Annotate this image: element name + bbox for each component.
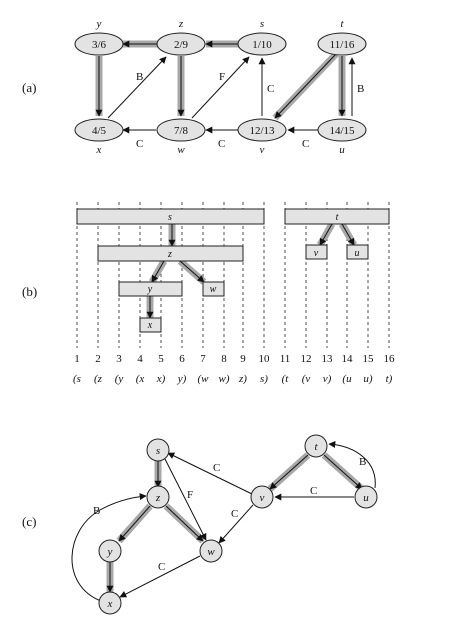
tick-label: 3 bbox=[116, 353, 122, 365]
paren-token: (w bbox=[197, 373, 209, 385]
tree-edge-t-v-core bbox=[275, 54, 336, 118]
paren-token: (s bbox=[73, 373, 81, 385]
edge-label-c: C bbox=[310, 485, 318, 497]
node-y-label: y bbox=[107, 546, 113, 558]
paren-sequence bbox=[73, 373, 393, 385]
interval-u-label: u bbox=[354, 248, 360, 259]
tick-label: 5 bbox=[158, 353, 164, 365]
tick-label: 13 bbox=[321, 353, 333, 365]
vertex-y-stamp: 3/6 bbox=[91, 39, 107, 51]
paren-token: y) bbox=[177, 373, 187, 385]
vertex-x-name: x bbox=[96, 144, 102, 156]
vertex-v-name: v bbox=[259, 144, 265, 156]
node-u-label: u bbox=[363, 492, 369, 504]
paren-token: (x bbox=[135, 373, 145, 385]
vertex-y-name: y bbox=[96, 18, 102, 30]
edge-label-c: C bbox=[213, 462, 221, 474]
interval-t-label: t bbox=[335, 212, 339, 223]
panel-label-b: (b) bbox=[22, 284, 38, 299]
tick-label: 12 bbox=[300, 353, 312, 365]
vertex-s-stamp: 1/10 bbox=[252, 39, 272, 51]
tick-label: 1 bbox=[74, 353, 80, 365]
vertex-w-name: w bbox=[177, 144, 185, 156]
paren-token: u) bbox=[363, 373, 373, 385]
edge-label-c: C bbox=[158, 561, 166, 573]
edge-label-f: F bbox=[219, 71, 226, 83]
interval-v-label: v bbox=[313, 248, 319, 259]
nest-arrow-z-y bbox=[152, 261, 164, 282]
edge-label-b: B bbox=[93, 505, 101, 517]
tick-labels bbox=[74, 353, 395, 365]
paren-token: z) bbox=[239, 373, 247, 385]
panel-label-c: (c) bbox=[22, 514, 37, 529]
vertex-x-stamp: 4/5 bbox=[91, 125, 107, 137]
part-a bbox=[75, 18, 366, 156]
interval-w-label: w bbox=[209, 284, 217, 295]
paren-token: v) bbox=[322, 373, 332, 385]
vertex-t-stamp: 11/16 bbox=[329, 39, 355, 51]
vertex-z-stamp: 2/9 bbox=[173, 39, 189, 51]
tick-label: 14 bbox=[341, 353, 353, 365]
edge-s-w bbox=[192, 57, 249, 118]
paren-token: (t bbox=[281, 373, 289, 385]
tick-label: 10 bbox=[258, 353, 270, 365]
node-v-label: v bbox=[259, 492, 265, 504]
edge-label-b: B bbox=[136, 71, 144, 83]
interval-z-label: z bbox=[168, 249, 172, 260]
node-t-label: t bbox=[314, 441, 318, 453]
paren-token: (y bbox=[114, 373, 124, 385]
paren-token: w) bbox=[218, 373, 230, 385]
node-z-label: z bbox=[155, 492, 161, 504]
interval-s-label: s bbox=[168, 212, 172, 223]
vertex-w-stamp: 7/8 bbox=[173, 125, 189, 137]
edge-label-b: B bbox=[357, 83, 365, 95]
vertex-s-name: s bbox=[259, 18, 265, 30]
edge-label-c: C bbox=[302, 138, 310, 150]
interval-y-label: y bbox=[147, 284, 153, 295]
vertex-u-name: u bbox=[339, 144, 345, 156]
paren-token: x) bbox=[156, 373, 166, 385]
edge-label-b: B bbox=[359, 456, 367, 468]
edge-label-c: C bbox=[231, 508, 239, 520]
edge-label-c: C bbox=[218, 138, 226, 150]
tick-label: 8 bbox=[221, 353, 227, 365]
tick-label: 16 bbox=[383, 353, 395, 365]
vertex-t-name: t bbox=[340, 18, 344, 30]
panel-label-a: (a) bbox=[22, 80, 37, 95]
edge-v-s bbox=[168, 453, 252, 494]
vertex-v-stamp: 12/13 bbox=[249, 125, 275, 137]
part-c bbox=[72, 435, 377, 614]
paren-token: (z bbox=[94, 373, 102, 385]
interval-x-label: x bbox=[147, 320, 153, 331]
tick-label: 7 bbox=[200, 353, 206, 365]
paren-token: (u bbox=[342, 373, 352, 385]
tick-label: 2 bbox=[95, 353, 101, 365]
edge-label-f: F bbox=[187, 489, 194, 501]
node-x-label: x bbox=[107, 598, 113, 610]
edge-x-z bbox=[108, 57, 166, 118]
tree-edge-t-u bbox=[324, 455, 362, 489]
node-w-label: w bbox=[207, 546, 215, 558]
nest-arrow-z-w bbox=[180, 261, 204, 282]
paren-token: (v bbox=[301, 373, 311, 385]
vertex-z-name: z bbox=[178, 18, 184, 30]
tree-edge-t-v bbox=[270, 455, 308, 489]
tick-label: 6 bbox=[179, 353, 185, 365]
paren-token: s) bbox=[260, 373, 268, 385]
node-s-label: s bbox=[155, 445, 161, 457]
paren-token: t) bbox=[385, 373, 393, 385]
edge-label-c: C bbox=[267, 83, 275, 95]
nest-arrow-t-u bbox=[342, 224, 354, 245]
edge-label-c: C bbox=[136, 138, 144, 150]
part-b bbox=[73, 202, 395, 385]
vertex-u-stamp: 14/15 bbox=[329, 125, 355, 137]
tick-label: 11 bbox=[279, 353, 291, 365]
tick-label: 9 bbox=[240, 353, 246, 365]
tick-label: 4 bbox=[137, 353, 143, 365]
tick-label: 15 bbox=[362, 353, 374, 365]
tree-edge-z-y bbox=[119, 506, 150, 541]
nest-arrow-t-v bbox=[320, 224, 332, 245]
